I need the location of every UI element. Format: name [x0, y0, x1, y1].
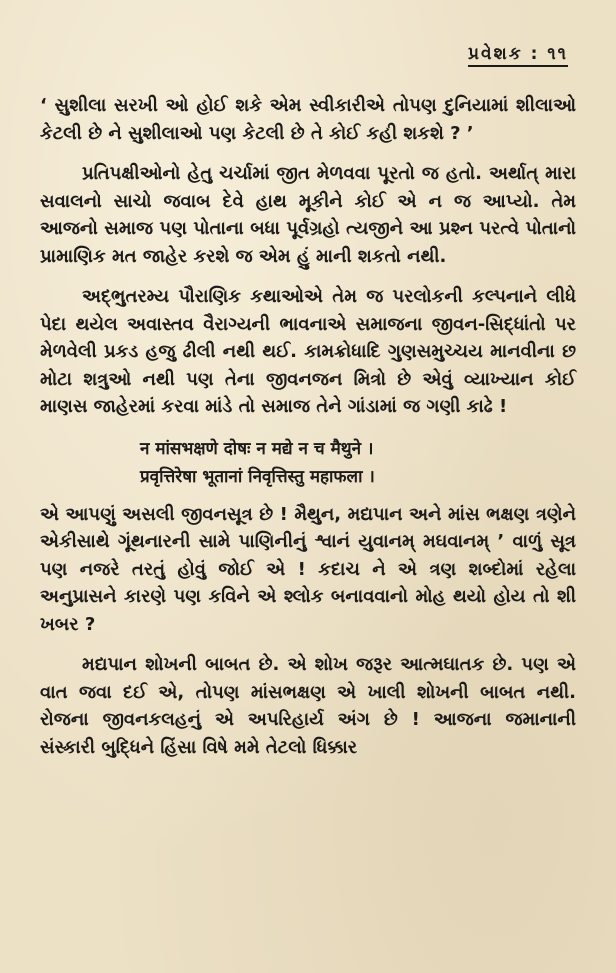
paragraph-life-formula: એ આપણું અસલી જીવનસૂત્ર છે ! મૈથુન, મદ્યપાન અને માંસ ભક્ષણ ત્રણેને એકીસાથે ગૂંથનારની સામે પાણિનીનું શ્વાનં યુવાનમ્ મઘવાનમ્ ’ વાળું સૂત્ર પણ નજરે તરતું હોવું જોઈ એ ! કદાચ ને એ ત્રણ શબ્દોમાં રહેલા અનુપ્રાસને કારણે પણ કવિને એ શ્લોક બનાવવાનો મોહ થયો હોય તો શી ખબર ?	[40, 503, 576, 635]
paragraph-opponents: પ્રતિપક્ષીઓનો હેતુ ચર્ચામાં જીત મેળવવા પૂરતો જ હતો. અર્થાત્ મારા સવાલનો સાચો જવાબ દેવે હાથ મૂકીને કોઈ એ ન જ આપ્યો. તેમ આજનો સમાજ પણ પોતાના બધા પૂર્વગ્રહો ત્યજીને આ પ્રશ્ન પરત્વે પોતાનો પ્રામાણિક મત જાહેર કરશે જ એમ હું માની શકતો નથી.	[40, 163, 576, 267]
paragraph-drinking: મદ્યપાન શોખની બાબત છે. એ શોખ જરૂર આત્મઘાતક છે. પણ એ વાત જવા દઈ એ, તોપણ માંસભક્ષણ એ ખાલી શોખની બાબત નથી. રોજના જીવનકલહનું એ અપરિહાર્ય અંગ છે ! આજના જમાનાની સંસ્કારી બુદ્ધિને હિંસા વિષે મમે તેટલો ધિક્કાર	[40, 654, 576, 758]
verse-line-2: प्रवृत्तिरेषा भूतानां निवृत्तिस्तु महाफला ।	[140, 466, 375, 487]
verse-line-1: न मांसभक्षणे दोषः न मद्ये न च मैथुने ।	[140, 438, 374, 459]
paragraph-myths: અદ્ભુતરમ્ય પૌરાણિક કથાઓએ તેમ જ પરલોકની કલ્પનાને લીધે પેદા થયેલ અવાસ્તવ વૈરાગ્યની ભાવનાએ સમાજના જીવન-સિદ્ધાંતો પર મેળવેલી પ્રકડ હજુ ઢીલી નથી થઈ. કામક્રોધાદિ ગુણસમુચ્ચય માનવીના છ મોટા શત્રુઓ નથી પણ તેના જીવનજન મિત્રો છે એવું વ્યાખ્યાન કોઈ માણસ જાહેરમાં કરવા માંડે તો સમાજ તેને ગાંડામાં જ ગણી કાઢે !	[40, 286, 576, 417]
paragraph-quote: ‘ સુશીલા સરખી ઓ હોઈ શકે એમ સ્વીકારીએ તોપણ દુનિયામાં શીલાઓ કેટલી છે ને સુશીલાઓ પણ કેટલી છે તે કોઈ કહી શકશે ? ’	[40, 95, 576, 144]
running-head: પ્રવેશક : ૧૧	[468, 44, 568, 67]
page-body	[40, 92, 576, 761]
sanskrit-verse	[40, 435, 576, 491]
